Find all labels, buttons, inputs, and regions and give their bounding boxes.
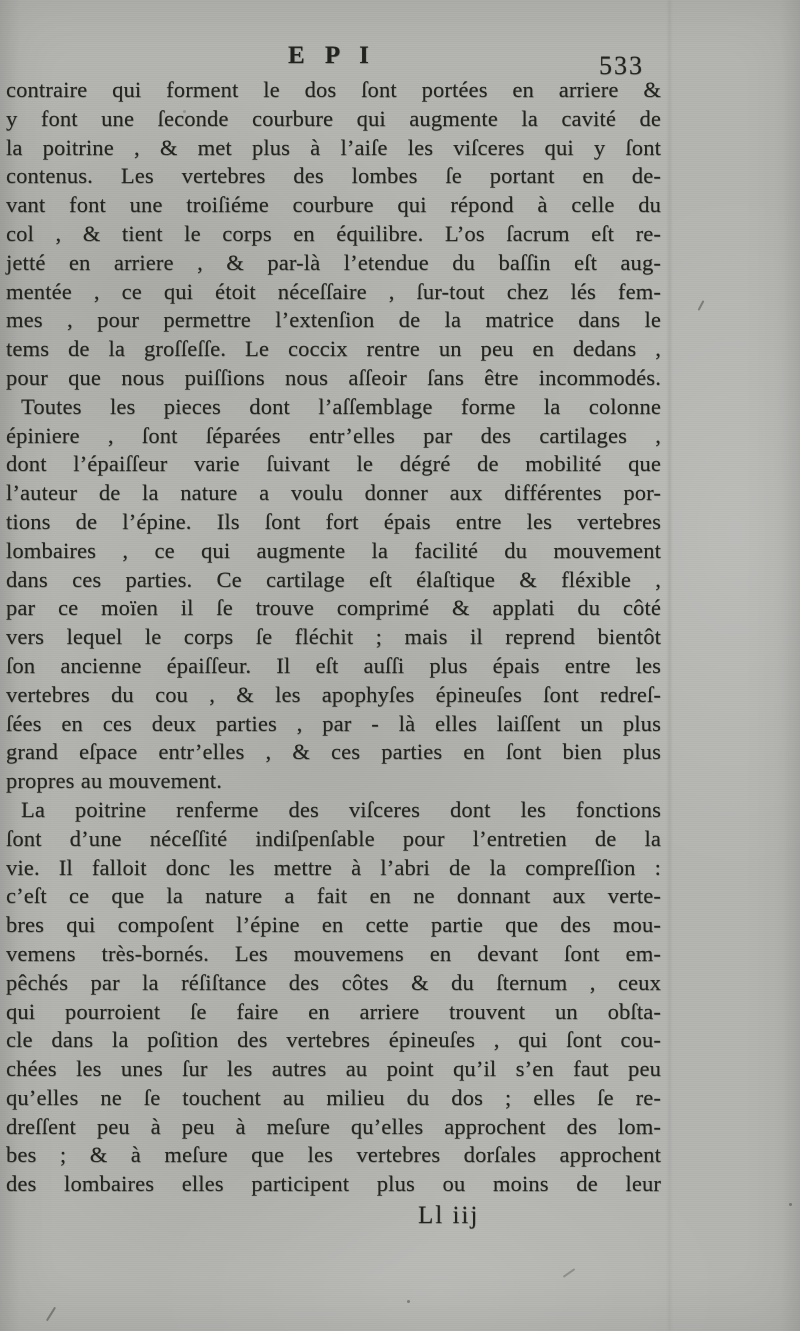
text-line: épiniere , ſont ſéparées entr’elles par des cartilages , <box>6 422 661 448</box>
text-line: bes ; & à meſure que les vertebres dorſales approchent <box>6 1142 661 1168</box>
text-line: dont l’épaiſſeur varie ſuivant le dégré de mobilité que <box>6 451 661 477</box>
text-line: La poitrine renferme des viſceres dont les fonctions <box>21 796 661 822</box>
text-line: pour que nous puiſſions nous aſſeoir ſans être incommodés. <box>6 364 661 390</box>
text-line: ſées en ces deux parties , par - là elles laiſſent un plus <box>6 710 661 736</box>
paper-crease <box>668 0 671 1331</box>
ink-speck <box>46 1307 56 1322</box>
text-line: tems de la groſſeſſe. Le coccix rentre un peu en dedans , <box>6 336 661 362</box>
text-line: l’auteur de la nature a voulu donner aux différentes por- <box>6 480 661 506</box>
text-line: jetté en arriere , & par-là l’etendue du baſſin eſt aug- <box>6 249 661 275</box>
text-line: des lombaires elles participent plus ou moins de leur <box>6 1171 661 1197</box>
text-line: bres qui compoſent l’épine en cette partie que des mou- <box>6 912 661 938</box>
text-line: mentée , ce qui étoit néceſſaire , ſur-tout chez lés fem- <box>6 278 661 304</box>
ink-speck <box>789 1203 792 1206</box>
text-line: qu’elles ne ſe touchent au milieu du dos ; elles ſe re- <box>6 1084 661 1110</box>
text-line: ſon ancienne épaiſſeur. Il eſt auſſi plus épais entre les <box>6 652 661 678</box>
text-line: dreſſent peu à peu à meſure qu’elles approchent des lom- <box>6 1113 661 1139</box>
text-line: y font une ſeconde courbure qui augmente la cavité de <box>6 105 661 131</box>
ink-speck <box>183 110 186 113</box>
text-line: par ce moïen il ſe trouve comprimé & applati du côté <box>6 595 661 621</box>
text-line: qui pourroient ſe faire en arriere trouvent un obſta- <box>6 998 661 1024</box>
text-line: c’eſt ce que la nature a fait en ne donnant aux verte- <box>6 883 661 909</box>
text-line: lombaires , ce qui augmente la facilité du mouvement <box>6 537 661 563</box>
text-line: Toutes les pieces dont l’aſſemblage forme la colonne <box>21 393 661 419</box>
text-line: la poitrine , & met plus à l’aiſe les viſceres qui y ſont <box>6 134 661 160</box>
text-line: vant font une troiſiéme courbure qui répond à celle du <box>6 192 661 218</box>
text-line: tions de l’épine. Ils ſont fort épais entre les vertebres <box>6 508 661 534</box>
text-line: vertebres du cou , & les apophyſes épineuſes ſont redreſ- <box>6 681 661 707</box>
text-line: propres au mouvement. <box>6 768 222 794</box>
text-line: vers lequel le corps ſe fléchit ; mais il reprend bientôt <box>6 624 661 650</box>
signature-mark: Ll iij <box>418 1202 480 1229</box>
text-line: vie. Il falloit donc les mettre à l’abri de la compreſſion : <box>6 854 661 880</box>
ink-speck <box>698 300 705 311</box>
text-line: chées les unes ſur les autres au point qu’il s’en faut peu <box>6 1056 661 1082</box>
ink-speck <box>563 1268 576 1278</box>
text-line: dans ces parties. Ce cartilage eſt élaſtique & fléxible , <box>6 566 661 592</box>
ink-speck <box>407 1300 410 1303</box>
page-number: 533 <box>599 51 644 80</box>
text-line: ſont d’une néceſſité indiſpenſable pour l’entretien de la <box>6 825 661 851</box>
text-line: contenus. Les vertebres des lombes ſe portant en de- <box>6 163 661 189</box>
running-title: E P I <box>288 42 376 69</box>
page-text <box>6 76 661 1199</box>
text-line: mes , pour permettre l’extenſion de la matrice dans le <box>6 307 661 333</box>
text-line: cle dans la poſition des vertebres épineuſes , qui ſont cou- <box>6 1027 661 1053</box>
text-line: vemens très-bornés. Les mouvemens en devant ſont em- <box>6 940 661 966</box>
text-line: contraire qui forment le dos ſont portées en arriere & <box>6 77 661 102</box>
text-line: pêchés par la réſiſtance des côtes & du ſternum , ceux <box>6 969 661 995</box>
text-line: col , & tient le corps en équilibre. L’os ſacrum eſt re- <box>6 220 661 246</box>
text-line: grand eſpace entr’elles , & ces parties en ſont bien plus <box>6 739 661 765</box>
